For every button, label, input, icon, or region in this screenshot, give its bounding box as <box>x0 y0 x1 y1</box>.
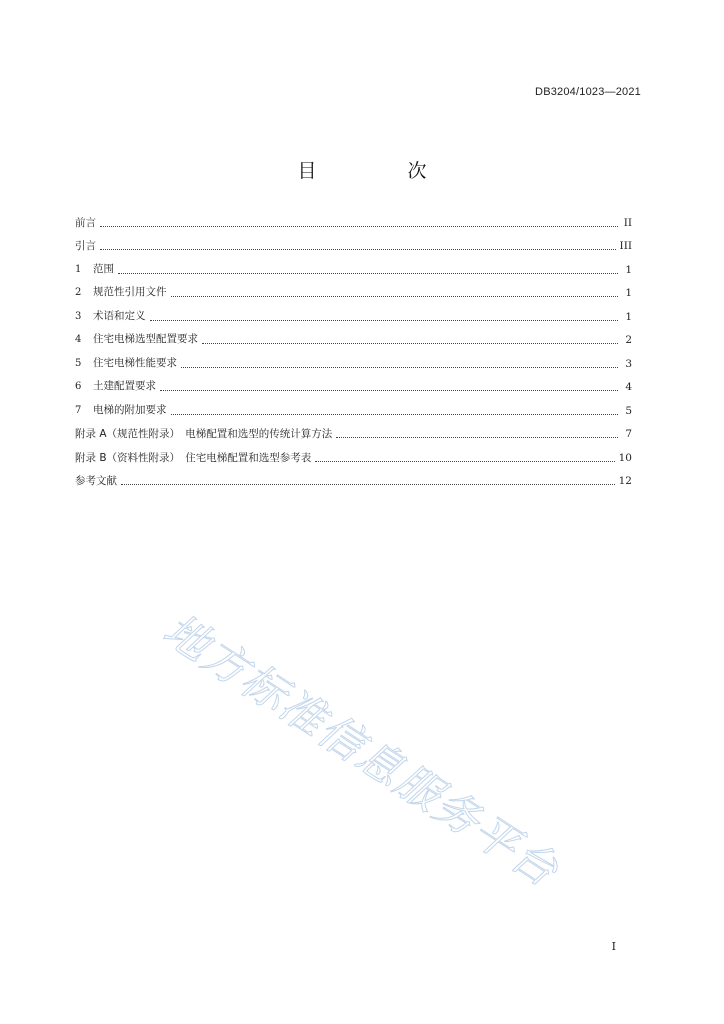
toc-entry-label <box>75 262 114 277</box>
toc-entry-title: 住宅电梯选型配置要求 <box>93 333 198 345</box>
toc-entry-label <box>75 285 167 300</box>
toc-entry[interactable] <box>75 324 632 348</box>
toc-leader-dots <box>181 366 618 368</box>
toc-entry-number: 2 <box>75 287 82 298</box>
toc-entry-page: 12 <box>618 475 632 487</box>
toc-entry[interactable] <box>75 418 632 442</box>
toc-entry-title: 附录 B（资料性附录） 住宅电梯配置和选型参考表 <box>75 451 312 464</box>
toc-entry[interactable] <box>75 465 632 489</box>
toc-leader-dots <box>118 272 618 274</box>
toc-entry-page: 2 <box>625 334 632 346</box>
toc-entry-label <box>75 216 96 230</box>
toc-entry-label <box>75 474 117 488</box>
toc-entry-title: 术语和定义 <box>93 309 146 322</box>
toc-entry-page: 1 <box>625 287 632 299</box>
table-of-contents <box>75 206 632 488</box>
toc-entry[interactable] <box>75 441 632 465</box>
toc-entry-title: 附录 A（规范性附录） 电梯配置和选型的传统计算方法 <box>75 428 333 440</box>
toc-leader-dots <box>100 248 616 250</box>
toc-entry-label <box>75 403 167 418</box>
toc-entry-title: 电梯的附加要求 <box>93 403 167 416</box>
toc-entry-page: III <box>619 240 632 252</box>
toc-entry-number: 6 <box>75 381 82 392</box>
toc-entry-page: 3 <box>625 357 632 370</box>
toc-entry[interactable] <box>75 371 632 395</box>
toc-entry-page: 7 <box>625 428 632 440</box>
toc-entry-title: 土建配置要求 <box>93 380 156 392</box>
toc-entry-page: 10 <box>618 451 632 464</box>
toc-entry-page: II <box>623 216 632 229</box>
toc-entry-page: 1 <box>625 263 632 276</box>
toc-entry[interactable] <box>75 277 632 301</box>
toc-entry-label <box>75 356 177 371</box>
toc-entry-label <box>75 239 96 253</box>
toc-entry-title: 引言 <box>75 240 96 252</box>
toc-entry-label <box>75 332 198 347</box>
toc-entry-number: 1 <box>75 263 82 275</box>
toc-leader-dots <box>171 295 619 297</box>
toc-entry-title: 住宅电梯性能要求 <box>93 356 177 369</box>
toc-entry-label <box>75 309 146 324</box>
toc-entry-title: 前言 <box>75 216 96 229</box>
toc-entry-title: 参考文献 <box>75 475 117 487</box>
toc-entry-page: 1 <box>625 310 632 323</box>
toc-entry[interactable] <box>75 230 632 254</box>
toc-leader-dots <box>336 436 618 438</box>
toc-entry-number: 3 <box>75 310 82 322</box>
toc-entry-label <box>75 379 156 394</box>
toc-leader-dots <box>202 342 618 344</box>
toc-leader-dots <box>150 319 619 321</box>
toc-entry-title: 规范性引用文件 <box>93 286 167 298</box>
toc-entry-page: 5 <box>625 404 632 417</box>
toc-entry-title: 范围 <box>93 262 114 275</box>
watermark: 地方标准信息服务平台 <box>154 604 568 898</box>
toc-entry-number: 4 <box>75 334 82 345</box>
toc-leader-dots <box>171 413 619 415</box>
toc-entry-label <box>75 451 311 465</box>
toc-entry-label <box>75 427 332 441</box>
toc-entry[interactable] <box>75 394 632 418</box>
document-code: DB3204/1023—2021 <box>535 86 641 98</box>
toc-leader-dots <box>100 225 618 227</box>
page-number: I <box>611 940 616 953</box>
toc-entry[interactable] <box>75 347 632 371</box>
toc-leader-dots <box>315 460 614 462</box>
toc-entry-page: 4 <box>625 381 632 393</box>
toc-leader-dots <box>121 483 615 485</box>
toc-entry[interactable] <box>75 300 632 324</box>
page-title: 目 次 <box>297 160 463 182</box>
toc-entry[interactable] <box>75 206 632 230</box>
toc-entry-number: 7 <box>75 404 82 416</box>
toc-leader-dots <box>160 389 618 391</box>
toc-entry[interactable] <box>75 253 632 277</box>
toc-entry-number: 5 <box>75 357 82 369</box>
